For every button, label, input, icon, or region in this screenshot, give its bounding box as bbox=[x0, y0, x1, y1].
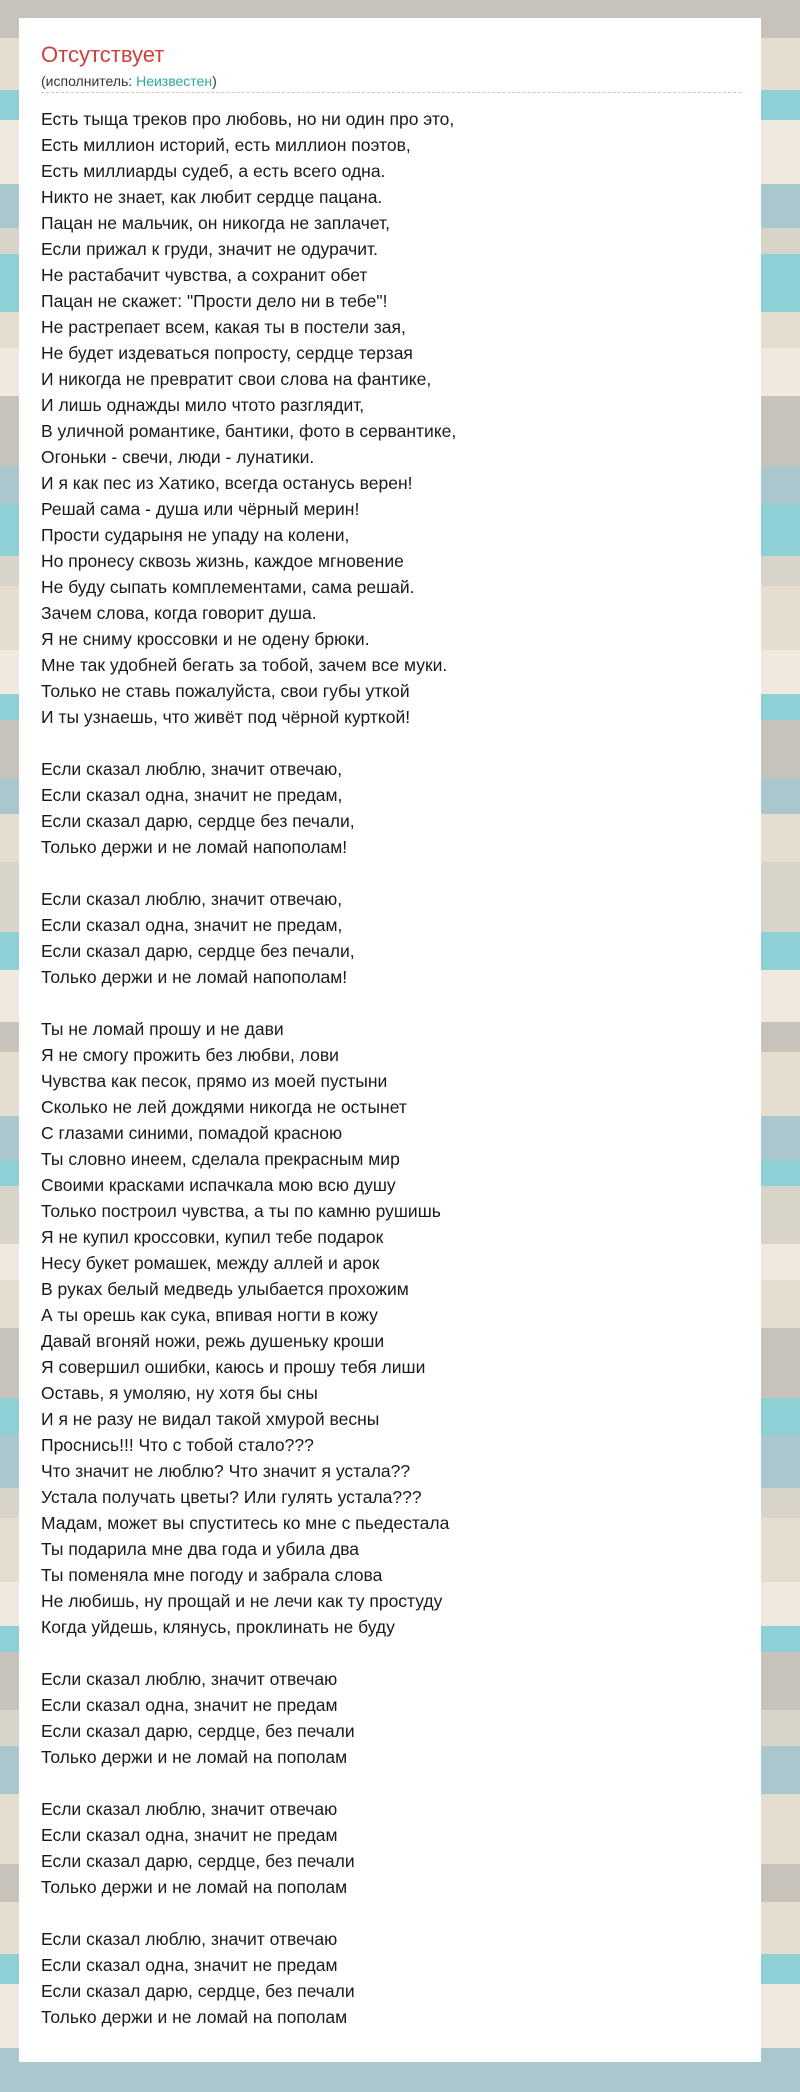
lyric-line: Не буду сыпать комплементами, сама решай. bbox=[41, 577, 415, 597]
lyric-line: Я не смогу прожить без любви, лови bbox=[41, 1045, 339, 1065]
lyrics-card bbox=[19, 18, 761, 2062]
title-divider bbox=[41, 92, 741, 93]
lyric-line: Если сказал дарю, сердце без печали, bbox=[41, 941, 355, 961]
lyric-line: Если сказал люблю, значит отвечаю, bbox=[41, 889, 343, 909]
lyric-line bbox=[41, 1640, 741, 1666]
lyrics-text bbox=[41, 106, 741, 2030]
lyric-line: Проснись!!! Что с тобой стало??? bbox=[41, 1435, 314, 1455]
lyric-line: Только держи и не ломай напополам! bbox=[41, 837, 348, 857]
artist-link[interactable]: Неизвестен bbox=[136, 73, 213, 89]
lyric-line: Если сказал люблю, значит отвечаю, bbox=[41, 759, 343, 779]
lyric-line: Прости сударыня не упаду на колени, bbox=[41, 525, 350, 545]
lyric-line bbox=[41, 990, 741, 1016]
lyric-line: Не любишь, ну прощай и не лечи как ту простуду bbox=[41, 1591, 443, 1611]
lyric-line bbox=[41, 1770, 741, 1796]
lyric-line: Пацан не мальчик, он никогда не заплачет, bbox=[41, 213, 390, 233]
lyric-line: И лишь однажды мило чтото разглядит, bbox=[41, 395, 365, 415]
lyric-line: Несу букет ромашек, между аллей и арок bbox=[41, 1253, 380, 1273]
lyric-line bbox=[41, 730, 741, 756]
lyric-line: Если сказал одна, значит не предам bbox=[41, 1955, 338, 1975]
lyric-line: Если сказал одна, значит не предам bbox=[41, 1695, 338, 1715]
lyric-line: Я совершил ошибки, каюсь и прошу тебя лиши bbox=[41, 1357, 426, 1377]
lyric-line: И я не разу не видал такой хмурой весны bbox=[41, 1409, 380, 1429]
song-title: Отсутствует bbox=[41, 42, 165, 67]
lyric-line: Если сказал дарю, сердце, без печали bbox=[41, 1981, 355, 2001]
lyric-line: Я не купил кроссовки, купил тебе подарок bbox=[41, 1227, 384, 1247]
lyric-line: Есть тыща треков про любовь, но ни один про это, bbox=[41, 109, 455, 129]
lyric-line: Но пронесу сквозь жизнь, каждое мгновение bbox=[41, 551, 404, 571]
lyric-line: Только держи и не ломай напополам! bbox=[41, 967, 348, 987]
lyric-line: И ты узнаешь, что живёт под чёрной курткой! bbox=[41, 707, 411, 727]
lyric-line: Огоньки - свечи, люди - лунатики. bbox=[41, 447, 315, 467]
lyric-line: Не будет издеваться попросту, сердце терзая bbox=[41, 343, 413, 363]
lyric-line: Мадам, может вы спуститесь ко мне с пьедестала bbox=[41, 1513, 450, 1533]
artist-line bbox=[41, 72, 217, 90]
lyric-line: Чувства как песок, прямо из моей пустыни bbox=[41, 1071, 388, 1091]
lyric-line: Ты подарила мне два года и убила два bbox=[41, 1539, 360, 1559]
lyric-line: Зачем слова, когда говорит душа. bbox=[41, 603, 317, 623]
lyric-line: Только держи и не ломай на пополам bbox=[41, 1747, 348, 1767]
lyric-line: Есть миллиарды судеб, а есть всего одна. bbox=[41, 161, 386, 181]
lyric-line: Что значит не люблю? Что значит я устала?? bbox=[41, 1461, 411, 1481]
lyric-line: Давай вгоняй ножи, режь душеньку кроши bbox=[41, 1331, 385, 1351]
lyric-line: Я не сниму кроссовки и не одену брюки. bbox=[41, 629, 370, 649]
lyric-line: Если сказал дарю, сердце, без печали bbox=[41, 1721, 355, 1741]
lyric-line: С глазами синими, помадой красною bbox=[41, 1123, 343, 1143]
lyric-line: И никогда не превратит свои слова на фантике, bbox=[41, 369, 432, 389]
lyric-line: Если сказал одна, значит не предам, bbox=[41, 915, 343, 935]
lyric-line: Ты словно инеем, сделала прекрасным мир bbox=[41, 1149, 400, 1169]
lyric-line: Если сказал дарю, сердце, без печали bbox=[41, 1851, 355, 1871]
lyric-line: Пацан не скажет: "Прости дело ни в тебе"! bbox=[41, 291, 388, 311]
lyric-line: Не растрепает всем, какая ты в постели зая, bbox=[41, 317, 406, 337]
lyric-line: Только держи и не ломай на пополам bbox=[41, 2007, 348, 2027]
lyric-line: Никто не знает, как любит сердце пацана. bbox=[41, 187, 383, 207]
lyric-line: Только построил чувства, а ты по камню рушишь bbox=[41, 1201, 441, 1221]
lyric-line: Если сказал люблю, значит отвечаю bbox=[41, 1929, 338, 1949]
lyric-line: Решай сама - душа или чёрный мерин! bbox=[41, 499, 360, 519]
lyric-line bbox=[41, 860, 741, 886]
lyric-line: Ты поменяла мне погоду и забрала слова bbox=[41, 1565, 383, 1585]
lyric-line: Не растабачит чувства, а сохранит обет bbox=[41, 265, 368, 285]
lyric-line: Если сказал одна, значит не предам, bbox=[41, 785, 343, 805]
lyric-line bbox=[41, 1900, 741, 1926]
artist-suffix: ) bbox=[212, 73, 217, 89]
lyric-line: Если сказал люблю, значит отвечаю bbox=[41, 1669, 338, 1689]
lyric-line: Если сказал одна, значит не предам bbox=[41, 1825, 338, 1845]
lyric-line: И я как пес из Хатико, всегда останусь верен! bbox=[41, 473, 413, 493]
lyric-line: Если прижал к груди, значит не одурачит. bbox=[41, 239, 378, 259]
lyric-line: Устала получать цветы? Или гулять устала??? bbox=[41, 1487, 422, 1507]
lyric-line: В руках белый медведь улыбается прохожим bbox=[41, 1279, 409, 1299]
lyric-line: Когда уйдешь, клянусь, проклинать не буду bbox=[41, 1617, 395, 1637]
lyric-line: Только держи и не ломай на пополам bbox=[41, 1877, 348, 1897]
lyric-line: Если сказал люблю, значит отвечаю bbox=[41, 1799, 338, 1819]
artist-prefix: (исполнитель: bbox=[41, 73, 137, 89]
lyric-line: Только не ставь пожалуйста, свои губы уткой bbox=[41, 681, 410, 701]
lyric-line: Своими красками испачкала мою всю душу bbox=[41, 1175, 396, 1195]
lyric-line: Если сказал дарю, сердце без печали, bbox=[41, 811, 355, 831]
lyric-line: В уличной романтике, бантики, фото в сервантике, bbox=[41, 421, 457, 441]
lyric-line: Оставь, я умоляю, ну хотя бы сны bbox=[41, 1383, 318, 1403]
lyric-line: Сколько не лей дождями никогда не остынет bbox=[41, 1097, 407, 1117]
lyric-line: Ты не ломай прошу и не дави bbox=[41, 1019, 284, 1039]
lyric-line: А ты орешь как сука, впивая ногти в кожу bbox=[41, 1305, 378, 1325]
lyric-line: Есть миллион историй, есть миллион поэтов, bbox=[41, 135, 411, 155]
lyric-line: Мне так удобней бегать за тобой, зачем все муки. bbox=[41, 655, 448, 675]
